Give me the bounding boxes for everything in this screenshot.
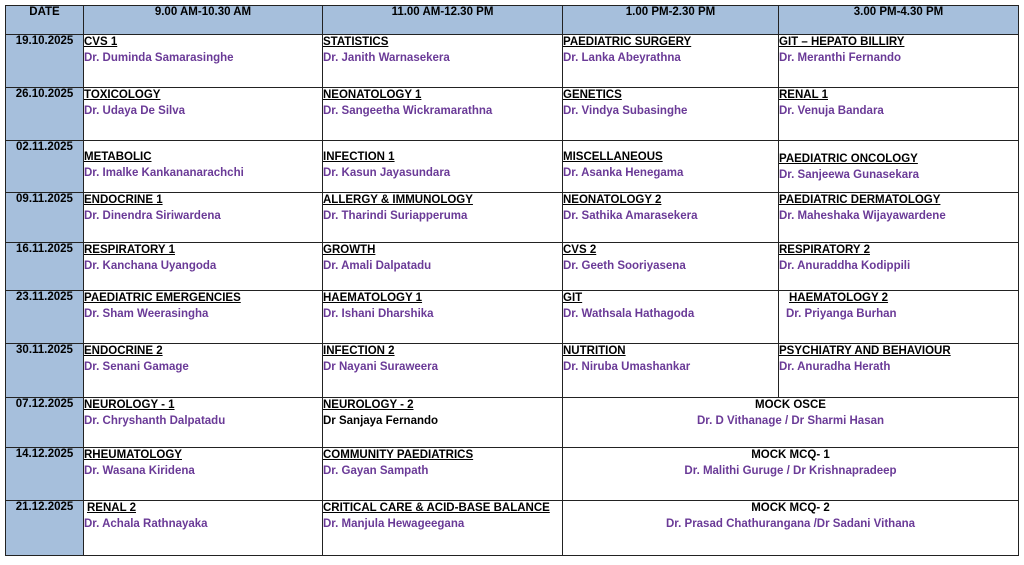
session-topic: NEUROLOGY - 2	[323, 399, 414, 411]
session-cell	[84, 291, 323, 344]
session-topic: STATISTICS	[323, 36, 389, 48]
session-doctor: Dr. Udaya De Silva	[84, 105, 185, 117]
table-row	[6, 344, 1019, 398]
session-doctor: Dr. Asanka Henegama	[563, 167, 684, 179]
schedule-body	[6, 35, 1019, 556]
session-doctor: Dr. Anuradha Herath	[779, 361, 891, 373]
session-doctor: Dr Nayani Suraweera	[323, 361, 439, 373]
session-topic: ENDOCRINE 1	[84, 194, 163, 206]
session-cell	[323, 501, 563, 556]
session-cell	[323, 243, 563, 291]
date-cell: 16.11.2025	[6, 243, 84, 291]
session-doctor: Dr. Geeth Sooriyasena	[563, 260, 686, 272]
session-doctor: Dr. Kasun Jayasundara	[323, 167, 451, 179]
session-cell	[779, 35, 1019, 88]
session-doctor: Dr. Venuja Bandara	[779, 105, 884, 117]
session-topic: PAEDIATRIC ONCOLOGY	[779, 153, 918, 165]
session-doctor: Dr. Maheshaka Wijayawardene	[779, 210, 946, 222]
header-date: DATE	[6, 6, 84, 35]
session-topic: GROWTH	[323, 244, 376, 256]
mock-exam-cell	[563, 501, 1019, 556]
session-doctor: Dr. Amali Dalpatadu	[323, 260, 432, 272]
session-topic: GENETICS	[563, 89, 622, 101]
session-topic: PAEDIATRIC SURGERY	[563, 36, 692, 48]
session-topic: CRITICAL CARE & ACID-BASE BALANCE	[323, 502, 550, 514]
header-slot-2: 11.00 AM-12.30 PM	[323, 6, 563, 35]
session-topic: HAEMATOLOGY 1	[323, 292, 423, 304]
session-topic: ENDOCRINE 2	[84, 345, 163, 357]
mock-exam-cell	[563, 398, 1019, 448]
session-topic: HAEMATOLOGY 2	[789, 292, 889, 304]
header-row	[6, 6, 1019, 35]
session-topic: COMMUNITY PAEDIATRICS	[323, 449, 474, 461]
session-cell	[779, 141, 1019, 193]
session-cell	[779, 344, 1019, 398]
session-cell	[323, 141, 563, 193]
mock-exam-title: MOCK MCQ- 2	[751, 502, 830, 514]
table-row	[6, 398, 1019, 448]
header-slot-4: 3.00 PM-4.30 PM	[779, 6, 1019, 35]
session-doctor: Dr. Niruba Umashankar	[563, 361, 691, 373]
table-row	[6, 193, 1019, 243]
session-topic: RENAL 2	[87, 502, 136, 514]
session-cell	[84, 344, 323, 398]
table-row	[6, 88, 1019, 141]
session-doctor: Dr. Wathsala Hathagoda	[563, 308, 695, 320]
session-cell	[563, 88, 779, 141]
session-doctor: Dr. Lanka Abeyrathna	[563, 52, 681, 64]
session-doctor: Dr. Achala Rathnayaka	[84, 518, 208, 530]
mock-exam-examiners: Dr. Malithi Guruge / Dr Krishnapradeep	[684, 465, 897, 477]
session-doctor: Dr. Gayan Sampath	[323, 465, 429, 477]
session-cell	[323, 193, 563, 243]
session-cell	[84, 193, 323, 243]
session-cell	[779, 291, 1019, 344]
table-row	[6, 243, 1019, 291]
session-doctor: Dr. Senani Gamage	[84, 361, 189, 373]
session-doctor: Dr. Manjula Hewageegana	[323, 518, 465, 530]
session-cell	[563, 291, 779, 344]
session-cell	[323, 88, 563, 141]
date-cell: 14.12.2025	[6, 448, 84, 501]
session-topic: NEONATOLOGY 1	[323, 89, 422, 101]
table-row	[6, 291, 1019, 344]
session-topic: METABOLIC	[84, 151, 152, 163]
session-cell	[323, 35, 563, 88]
mock-exam-examiners: Dr. D Vithanage / Dr Sharmi Hasan	[696, 415, 885, 427]
session-cell	[779, 243, 1019, 291]
session-doctor: Dr Sanjaya Fernando	[323, 415, 439, 427]
session-topic: RHEUMATOLOGY	[84, 449, 182, 461]
session-topic: CVS 1	[84, 36, 118, 48]
date-cell: 30.11.2025	[6, 344, 84, 398]
session-cell	[563, 344, 779, 398]
session-cell	[563, 35, 779, 88]
session-topic: ALLERGY & IMMUNOLOGY	[323, 194, 473, 206]
session-doctor: Dr. Kanchana Uyangoda	[84, 260, 217, 272]
table-row	[6, 35, 1019, 88]
session-topic: NUTRITION	[563, 345, 626, 357]
date-cell: 23.11.2025	[6, 291, 84, 344]
mock-exam-title: MOCK OSCE	[755, 399, 826, 411]
session-doctor: Dr. Ishani Dharshika	[323, 308, 434, 320]
session-cell	[84, 398, 323, 448]
date-cell: 09.11.2025	[6, 193, 84, 243]
session-topic: NEONATOLOGY 2	[563, 194, 662, 206]
session-doctor: Dr. Anuraddha Kodippili	[779, 260, 911, 272]
session-topic: PAEDIATRIC EMERGENCIES	[84, 292, 241, 304]
date-cell: 19.10.2025	[6, 35, 84, 88]
session-cell	[84, 448, 323, 501]
session-topic: PAEDIATRIC DERMATOLOGY	[779, 194, 941, 206]
session-doctor: Dr. Sanjeewa Gunasekara	[779, 169, 919, 181]
session-cell	[563, 193, 779, 243]
session-topic: NEUROLOGY - 1	[84, 399, 175, 411]
session-topic: TOXICOLOGY	[84, 89, 161, 101]
session-topic: MISCELLANEOUS	[563, 151, 663, 163]
session-topic: RENAL 1	[779, 89, 828, 101]
session-doctor: Dr. Janith Warnasekera	[323, 52, 450, 64]
session-topic: GIT	[563, 292, 583, 304]
session-cell	[323, 344, 563, 398]
table-row	[6, 501, 1019, 556]
session-doctor: Dr. Duminda Samarasinghe	[84, 52, 234, 64]
session-doctor: Dr. Dinendra Siriwardena	[84, 210, 221, 222]
date-cell: 02.11.2025	[6, 141, 84, 193]
session-cell	[779, 88, 1019, 141]
table-row	[6, 141, 1019, 193]
session-cell	[779, 193, 1019, 243]
session-doctor: Dr. Chryshanth Dalpatadu	[84, 415, 226, 427]
session-doctor: Dr. Vindya Subasinghe	[563, 105, 688, 117]
mock-exam-cell	[563, 448, 1019, 501]
session-doctor: Dr. Meranthi Fernando	[779, 52, 902, 64]
session-cell	[84, 88, 323, 141]
session-cell	[84, 35, 323, 88]
session-cell	[323, 291, 563, 344]
date-cell: 26.10.2025	[6, 88, 84, 141]
mock-exam-examiners: Dr. Prasad Chathurangana /Dr Sadani Vithana	[665, 518, 916, 530]
session-doctor: Dr. Sangeetha Wickramarathna	[323, 105, 493, 117]
header-slot-1: 9.00 AM-10.30 AM	[84, 6, 323, 35]
mock-exam-title: MOCK MCQ- 1	[751, 449, 830, 461]
session-cell	[84, 501, 323, 556]
session-doctor: Dr. Tharindi Suriapperuma	[323, 210, 468, 222]
session-topic: CVS 2	[563, 244, 597, 256]
date-cell: 07.12.2025	[6, 398, 84, 448]
session-topic: PSYCHIATRY AND BEHAVIOUR	[779, 345, 951, 357]
session-topic: GIT – HEPATO BILLIRY	[779, 36, 905, 48]
session-cell	[323, 398, 563, 448]
session-topic: INFECTION 2	[323, 345, 395, 357]
session-cell	[323, 448, 563, 501]
session-doctor: Dr. Priyanga Burhan	[786, 308, 897, 320]
session-cell	[563, 243, 779, 291]
session-topic: RESPIRATORY 1	[84, 244, 175, 256]
session-cell	[84, 141, 323, 193]
session-cell	[563, 141, 779, 193]
header-slot-3: 1.00 PM-2.30 PM	[563, 6, 779, 35]
session-topic: INFECTION 1	[323, 151, 395, 163]
session-cell	[84, 243, 323, 291]
table-row	[6, 448, 1019, 501]
session-doctor: Dr. Wasana Kiridena	[84, 465, 195, 477]
session-doctor: Dr. Sathika Amarasekera	[563, 210, 698, 222]
session-doctor: Dr. Imalke Kankananarachchi	[84, 167, 244, 179]
schedule-table	[5, 5, 1019, 556]
date-cell: 21.12.2025	[6, 501, 84, 556]
session-doctor: Dr. Sham Weerasingha	[84, 308, 209, 320]
session-topic: RESPIRATORY 2	[779, 244, 870, 256]
